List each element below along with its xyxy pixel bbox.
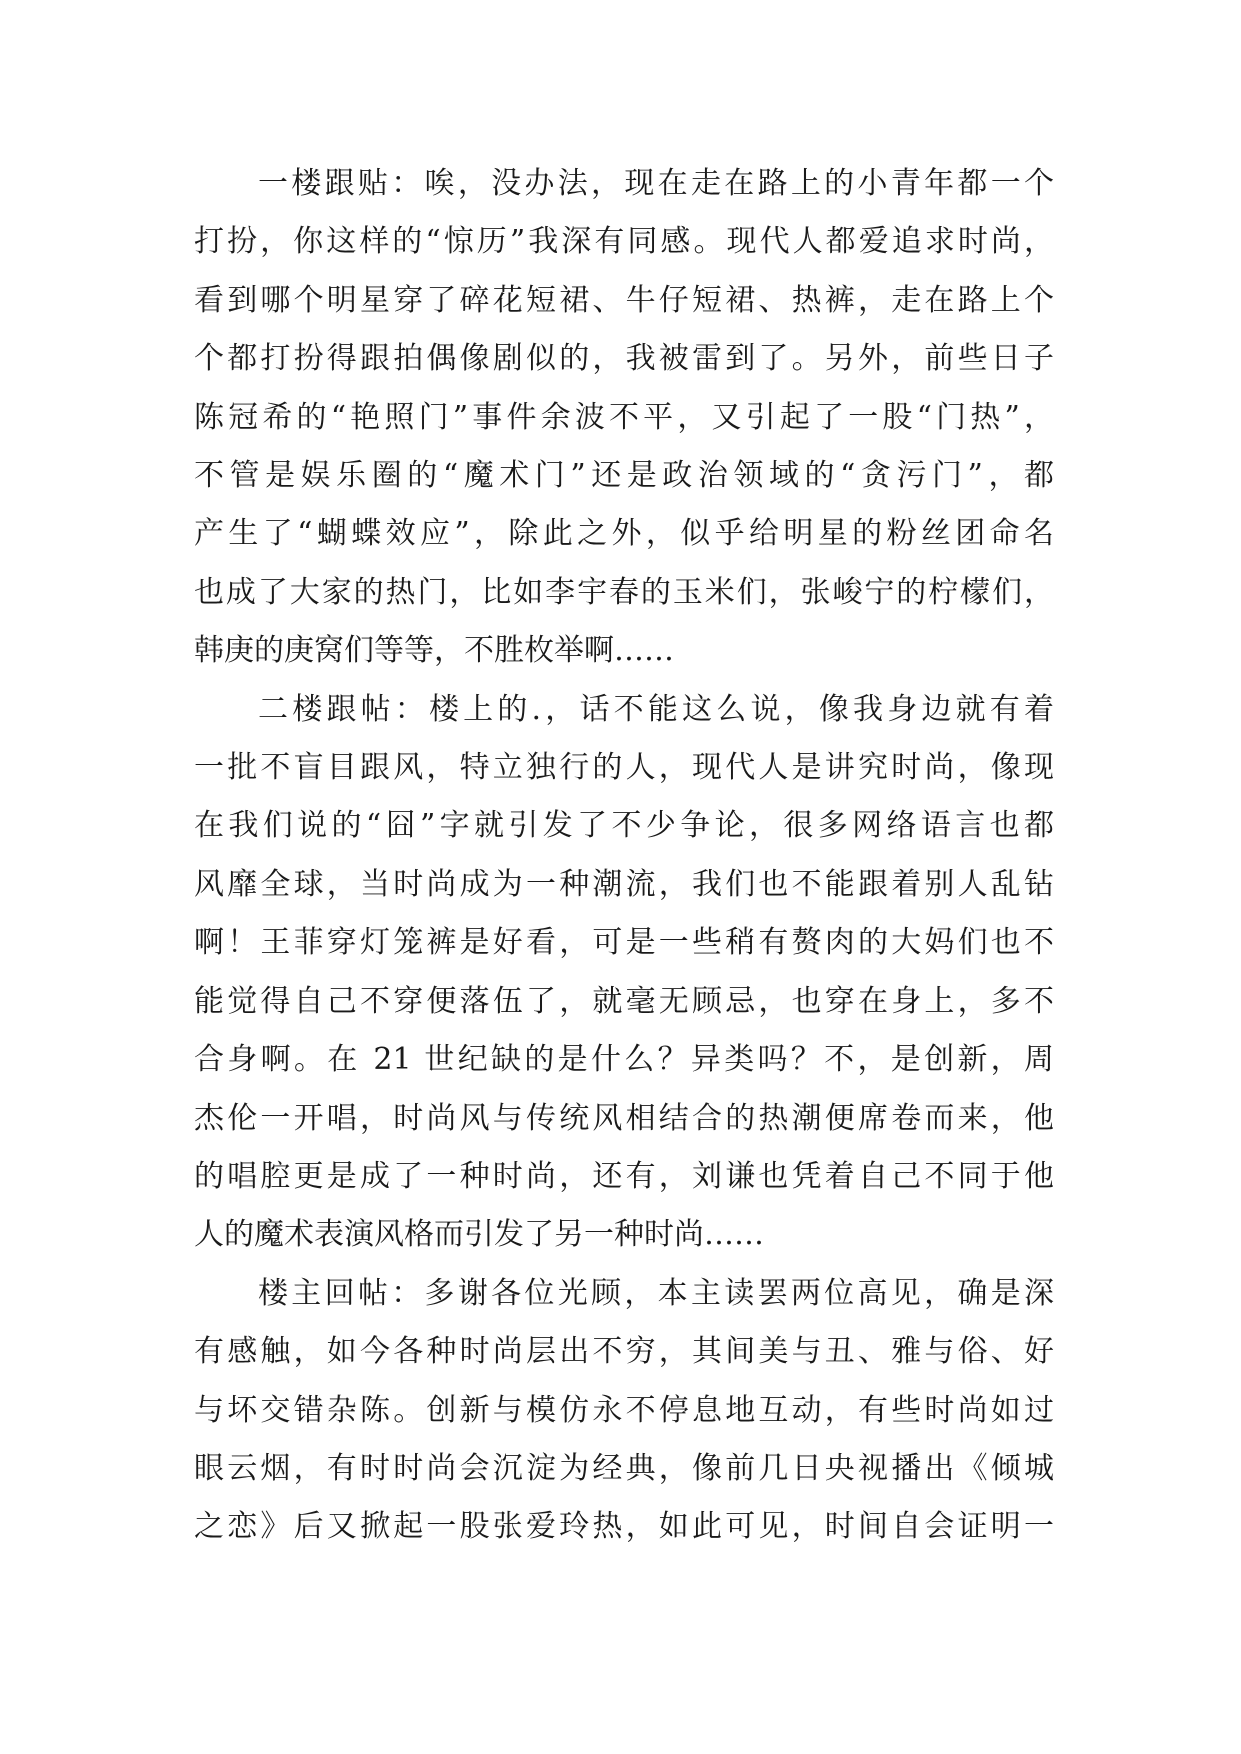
text-line: 一批不盲目跟风，特立独行的人，现代人是讲究时尚，像现 bbox=[194, 750, 1054, 786]
paragraph-first-floor-reply bbox=[194, 155, 1054, 681]
paragraph-original-poster-reply bbox=[194, 1265, 1054, 1557]
text-line: 之恋》后又掀起一股张爱玲热，如此可见，时间自会证明一 bbox=[194, 1509, 1054, 1545]
text-line: 与坏交错杂陈。创新与模仿永不停息地互动，有些时尚如过 bbox=[194, 1392, 1054, 1428]
text-line: 陈冠希的“艳照门”事件余波不平，又引起了一股“门热”， bbox=[194, 399, 1054, 435]
text-line: 眼云烟，有时时尚会沉淀为经典，像前几日央视播出《倾城 bbox=[194, 1450, 1054, 1486]
text-line: 一楼跟贴：唉，没办法，现在走在路上的小青年都一个 bbox=[258, 166, 1054, 201]
text-line: 啊！王菲穿灯笼裤是好看，可是一些稍有赘肉的大妈们也不 bbox=[194, 925, 1054, 961]
text-line: 人的魔术表演风格而引发了另一种时尚…… bbox=[194, 1217, 764, 1253]
text-line: 能觉得自己不穿便落伍了，就毫无顾忌，也穿在身上，多不 bbox=[194, 983, 1054, 1019]
text-line: 的唱腔更是成了一种时尚，还有，刘谦也凭着自己不同于他 bbox=[194, 1158, 1054, 1194]
text-line: 产生了“蝴蝶效应”，除此之外，似乎给明星的粉丝团命名 bbox=[194, 516, 1054, 552]
text-line: 韩庚的庚窝们等等，不胜枚举啊…… bbox=[194, 633, 674, 669]
text-line: 合身啊。在 21 世纪缺的是什么？异类吗？不，是创新，周 bbox=[194, 1042, 1054, 1078]
document-page bbox=[194, 155, 1054, 1557]
text-line: 打扮，你这样的“惊历”我深有同感。现代人都爱追求时尚， bbox=[194, 224, 1054, 260]
text-line: 在我们说的“囧”字就引发了不少争论，很多网络语言也都 bbox=[194, 808, 1054, 844]
text-line: 看到哪个明星穿了碎花短裙、牛仔短裙、热裤，走在路上个 bbox=[194, 282, 1054, 318]
text-line: 有感触，如今各种时尚层出不穷，其间美与丑、雅与俗、好 bbox=[194, 1334, 1054, 1370]
text-line: 个都打扮得跟拍偶像剧似的，我被雷到了。另外，前些日子 bbox=[194, 341, 1054, 377]
text-line: 杰伦一开唱，时尚风与传统风相结合的热潮便席卷而来，他 bbox=[194, 1100, 1054, 1136]
text-line: 不管是娱乐圈的“魔术门”还是政治领域的“贪污门”，都 bbox=[194, 458, 1054, 494]
text-line: 楼主回帖：多谢各位光顾，本主读罢两位高见，确是深 bbox=[258, 1275, 1054, 1311]
paragraph-second-floor-reply bbox=[194, 681, 1054, 1265]
text-line: 二楼跟帖：楼上的.，话不能这么说，像我身边就有着 bbox=[258, 691, 1054, 727]
text-line: 也成了大家的热门，比如李宇春的玉米们，张峻宁的柠檬们， bbox=[194, 574, 1054, 610]
text-line: 风靡全球，当时尚成为一种潮流，我们也不能跟着别人乱钻 bbox=[194, 866, 1054, 902]
